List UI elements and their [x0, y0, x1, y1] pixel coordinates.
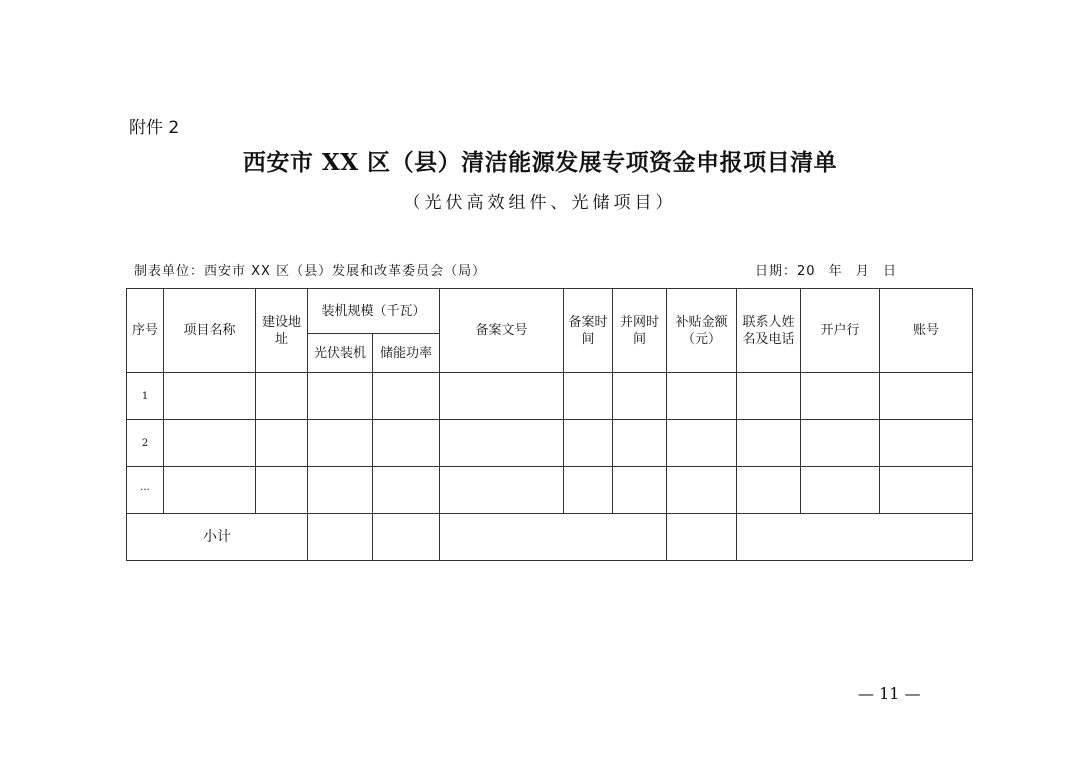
header-address: 建设地址 — [256, 289, 308, 373]
header-account: 账号 — [880, 289, 973, 373]
subtotal-label: 小计 — [127, 514, 308, 561]
header-bank: 开户行 — [801, 289, 880, 373]
header-subsidy: 补贴金额（元） — [667, 289, 737, 373]
header-contact: 联系人姓名及电话 — [737, 289, 801, 373]
header-pv: 光伏装机 — [308, 334, 373, 373]
document-title: 西安市 XX 区（县）清洁能源发展专项资金申报项目清单 — [242, 149, 838, 176]
document-subtitle: （光伏高效组件、光储项目） — [403, 193, 677, 213]
header-filing-no: 备案文号 — [440, 289, 564, 373]
table-row — [127, 373, 973, 420]
header-storage: 储能功率 — [373, 334, 440, 373]
header-grid-time: 并网时间 — [613, 289, 667, 373]
header-row — [127, 289, 973, 334]
row-seq: 1 — [127, 373, 164, 420]
table-row — [127, 467, 973, 514]
header-capacity: 装机规模（千瓦） — [308, 289, 440, 334]
row-seq: ··· — [127, 467, 164, 514]
row-seq: 2 — [127, 420, 164, 467]
project-list-table — [126, 288, 973, 561]
preparing-unit: 制表单位：西安市 XX 区（县）发展和改革委员会（局） — [134, 264, 487, 279]
attachment-label: 附件 2 — [129, 118, 180, 138]
date-line: 日期：20 年 月 日 — [755, 264, 897, 279]
page-number: — 11 — — [858, 684, 921, 703]
header-seq: 序号 — [127, 289, 164, 373]
subtotal-row — [127, 514, 973, 561]
header-project-name: 项目名称 — [164, 289, 256, 373]
header-filing-time: 备案时间 — [564, 289, 613, 373]
table-row — [127, 420, 973, 467]
